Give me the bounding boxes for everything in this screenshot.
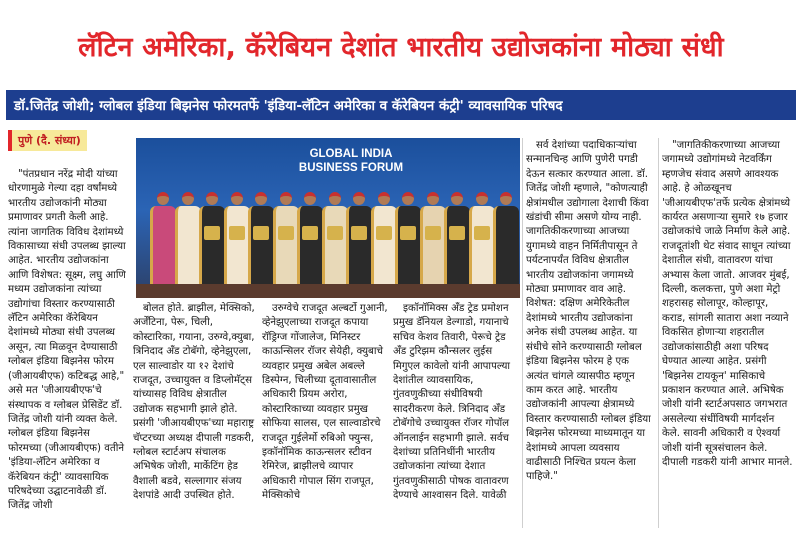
photo-person	[150, 192, 176, 286]
article-column-5	[526, 139, 654, 528]
photo-person	[199, 192, 225, 286]
photo-person	[273, 192, 299, 286]
photo-person	[493, 192, 519, 286]
photo-person	[175, 192, 201, 286]
dateline-box	[8, 129, 87, 151]
article-text: सर्व देशांच्या पदाधिकाऱ्यांचा सन्मानचिन्ह आणि पुणेरी पगडी देऊन सत्कार करण्यात आला. डॉ. जितेंद्र जोशी म्हणाले, "कोणत्याही क्षेत्रांमधील उद्योगाला देशाची किंवा खंडांची सीमा असणे योग्य नाही. जागतिकीकरणाच्या आजच्या युगामध्ये वाहन निर्मितीपासून ते पर्यटनापर्यंत विविध क्षेत्रातील भारतीय उद्योजकांना जगामध्ये मोठ्या प्रमाणावर वाव आहे. विशेषत: दक्षिण अमेरिकेतील देशांमध्ये भारतीय उद्योजकांना अनेक संधी उपलब्ध आहेत. या संधीचे सोने करण्यासाठी ग्लोबल इंडिया बिझनेस फोरम हे एक अत्यंत चांगले व्यासपीठ म्हणून काम करत आहे. भारतीय उद्योजकांनी आपल्या क्षेत्रामध्ये विस्तार करण्यासाठी ग्लोबल इंडिया बिझनेस फोरमच्या माध्यमातून या देशांमध्ये आपला व्यवसाय वाढीसाठी निश्चित प्रयत्न केला पाहिजे."	[526, 140, 651, 483]
event-photo	[136, 138, 520, 298]
photo-person	[444, 192, 470, 286]
column-divider	[522, 138, 523, 528]
article-text: "जागतिकीकरणाच्या आजच्या जगामध्ये उद्योगांमध्ये नेटवर्किंग म्हणजेच संवाद असणे आवश्यक आहे. हे ओळखूनच 'जीआयबीएफ'तर्फे प्रत्येक क्षेत्रांमध्ये कार्यरत असणाऱ्या सुमारे १७ हजार उद्योजकांचे जाळे निर्माण केले आहे. राजदूतांशी थेट संवाद साधून त्यांच्या देशातील संधी, वातावरण यांचा अभ्यास केला जातो. आजवर मुंबई, दिल्ली, कलकत्ता, पुणे अशा मेट्रो शहरासह सोलापूर, कोल्हापूर, कराड, सांगली सातारा अशा नव्याने विकसित होणाऱ्या शहरातील उद्योजकांसाठीही अशा परिषद घेण्यात आल्या आहेत. प्रसंगी 'बिझनेस टायकून' मासिकाचे प्रकाशन करण्यात आले. अभिषेक जोशी यांनी स्टार्टअपसाठ जगभरात असलेल्या संधींविषयी मार्गदर्शन केले. सावनी अधिकारी व ऐश्वर्या जोशी यांनी सूत्रसंचालन केले. दीपाली गडकरी यांनी आभार मानले.	[662, 140, 793, 468]
photo-banner-line2: BUSINESS FORUM	[298, 162, 404, 174]
article-column-1	[8, 168, 126, 528]
article-text: इकॉनॉमिक्स अँड ट्रेड प्रमोशन प्रमुख डॅनियल डेल्गाडो, गयानाचे सचिव केशव तिवारी, पेरूचे ट्रेड अँड टुरिझम कौन्सलर लुईस मिगुएल कावेलो यांनी आपापल्या देशांतील व्यावसायिक, गुंतवणुकीच्या संधीविषयी सादरीकरण केले. त्रिनिदाद अँड टोबॅगोचे उच्चायुक्त रॉजर गोपॉल ऑनलाईन सहभागी झाले. सर्वच देशांच्या प्रतिनिधींनी भारतीय उद्योजकांना त्यांच्या देशात गुंतवणुकीसाठी पोषक वातावरण देण्याचे आश्वासन दिले. यावेळी	[393, 303, 511, 502]
photo-person	[297, 192, 323, 286]
photo-person	[224, 192, 250, 286]
photo-person	[420, 192, 446, 286]
photo-person	[346, 192, 372, 286]
subheadline: डॉ.जितेंद्र जोशी; ग्लोबल इंडिया बिझनेस फोरमतर्फे 'इंडिया-लॅटिन अमेरिका व कॅरेबियन कंट्री' व्यावसायिक परिषद	[6, 90, 796, 120]
headline: लॅटिन अमेरिका, कॅरेबियन देशांत भारतीय उद्योजकांना मोठ्या संधी	[78, 31, 724, 63]
article-column-3	[262, 302, 388, 528]
article-text: उरुग्वेचे राजदूत अल्बर्टो गुआनी, व्हेनेझुएलाच्या राजदूत कपाया रॉड्रिग्ज गोंजालेज, मिनिस्टर काऊन्सिलर रॉजर सेयेही, क्युबाचे व्यवहार प्रमुख अबेल अबल्ले डिस्पेग्न, चिलीच्या दूतावासातील अधिकारी प्रियम अरोरा, कोस्टारिकाच्या व्यवहार प्रमुख सोफिया सालस, एल साल्वाडोरचे राजदूत गुईलेर्मो रुबिओ फ्युन्स, इकॉनॉमिक काऊन्सलर स्टीवन रेमिरेज, ब्राझीलचे व्यापार अधिकारी गोपाल सिंग राजपूत, मेक्सिकोचे	[262, 303, 388, 502]
photo-person	[395, 192, 421, 286]
article-column-4	[393, 302, 519, 528]
dateline: पुणे (दै. संध्या)	[8, 130, 87, 151]
photo-person	[371, 192, 397, 286]
photo-person	[469, 192, 495, 286]
column-divider	[658, 138, 659, 528]
photo-person	[248, 192, 274, 286]
article-text: "पंतप्रधान नरेंद्र मोदी यांच्या धोरणामुळे गेल्या दहा वर्षांमध्ये भारतीय उद्योजकांनी मोठ्या प्रमाणावर प्रगती केली आहे. त्यांना जागतिक विविध देशांमध्ये विकासाच्या संधी उपलब्ध झाल्या आहेत. भारतीय उद्योजकांना आणि विशेषत: सूक्ष्म, लघु आणि मध्यम उद्योजकांना त्यांच्या उद्योगांचा विस्तार करण्यासाठी लॅटिन अमेरिका कॅरेबियन देशांमध्ये मोठ्या संधी उपलब्ध असून, त्या मिळवून देण्यासाठी ग्लोबल इंडिया बिझनेस फोरम (जीआयबीएफ) कटिबद्ध आहे," असे मत 'जीआयबीएफ'चे संस्थापक व ग्लोबल प्रेसिडेंट डॉ. जितेंद्र जोशी यांनी व्यक्त केले. ग्लोबल इंडिया बिझनेस फोरमच्या (जीआयबीएफ) वतीने 'इंडिया-लॅटिन अमेरिका व कॅरेबियन कंट्री' व्यावसायिक परिषदेच्या उद्घाटनावेळी डॉ. जितेंद्र जोशी	[8, 169, 126, 512]
photo-stage-floor	[136, 284, 520, 298]
article-column-2	[133, 302, 255, 528]
article-text: बोलत होते. ब्राझील, मेक्सिको, अर्जेंटिना, पेरू, चिली, कोस्टारिका, गयाना, उरुग्वे,क्युबा, त्रिनिदाद अँड टोबॅगो, व्हेनेझुएला, एल साल्वाडोर या १२ देशांचे राजदूत, उच्चायुक्त व डिप्लोमॅट्स यांच्यासह विविध क्षेत्रातील उद्योजक सहभागी झाले होते. प्रसंगी 'जीआयबीएफ'च्या महाराष्ट्र चॅप्टरच्या अध्यक्ष दीपाली गडकरी, ग्लोबल स्टार्टअप संचालक अभिषेक जोशी, मार्केटिंग हेड वैशाली बडवे, सल्लागार संजय देशपांडे आदी उपस्थित होते.	[133, 303, 255, 502]
photo-person	[322, 192, 348, 286]
photo-banner-line1: GLOBAL INDIA	[309, 148, 393, 160]
article-column-6	[662, 139, 794, 528]
